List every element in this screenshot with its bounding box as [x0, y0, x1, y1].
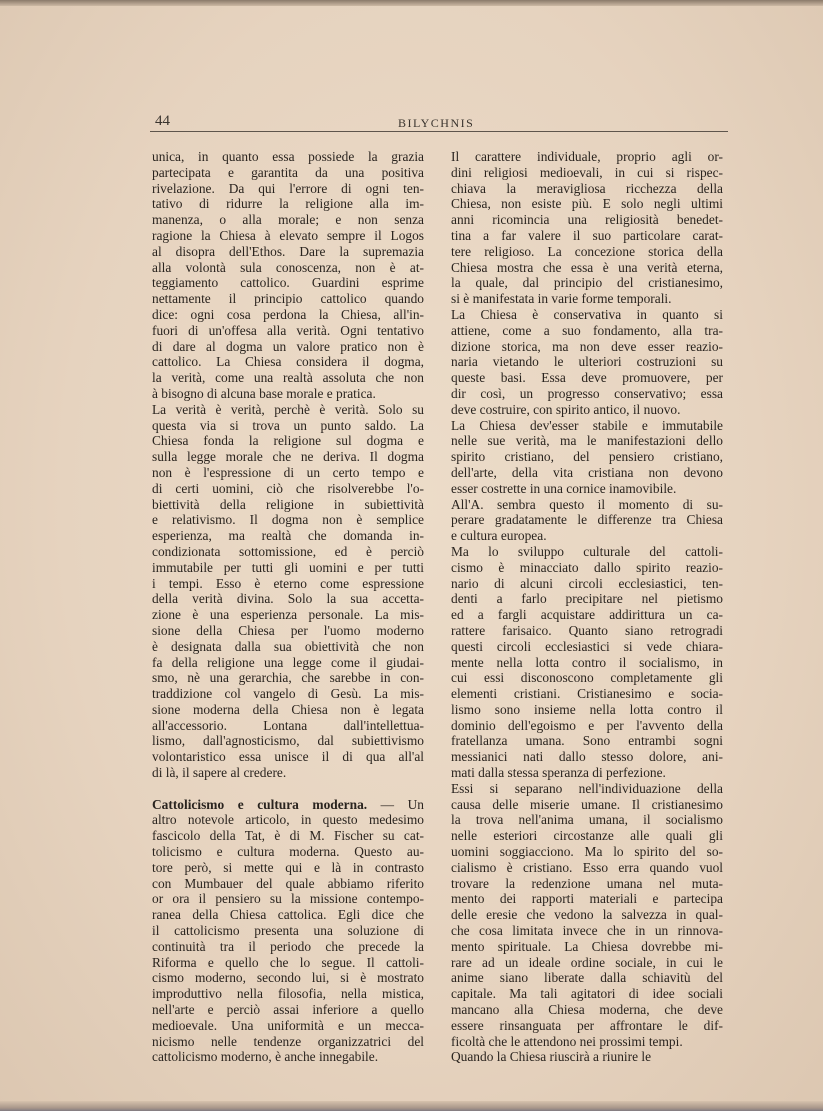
text-line: rare ad un ideale ordine sociale, in cui le	[451, 954, 723, 970]
text-line: à bisogno di alcuna base morale e pratica.	[152, 385, 376, 401]
text-line: anni ricomincia una religiosità benedet-	[451, 212, 723, 228]
text-line: elementi cristiani. Cristianesimo e socia-	[451, 686, 723, 702]
text-line: dell'arte, della vita cristiana non devono	[451, 464, 723, 480]
right-text-column	[451, 149, 723, 1065]
section-heading: Cattolicismo e cultura moderna.	[152, 796, 368, 812]
text-line: delle eresie che vedono la salvezza in qual-	[451, 907, 723, 923]
text-line: cismo è minacciato dallo spirito reazio-	[451, 559, 723, 575]
text-line: uomini soggiacciono. Ma lo spirito del so-	[451, 844, 723, 860]
text-line: questa via si trova un punto saldo. La	[152, 417, 424, 433]
text-line: ragione la Chiesa à elevato sempre il Logos	[152, 227, 424, 243]
text-line: messianici nati dallo stesso dolore, ani-	[451, 749, 723, 765]
text-line: traddizione col vangelo di Gesù. La mis-	[152, 686, 424, 702]
text-line: tore però, si mette qui e là in contrasto	[152, 859, 424, 875]
text-line: esser costrette in una cornice inamovibile.	[451, 480, 677, 496]
text-line: il cattolicismo presenta una soluzione di	[152, 923, 424, 939]
text-line: trovare la redenzione umana nel muta-	[451, 875, 723, 891]
text-line: partecipata e garantita da una positiva	[152, 164, 424, 180]
text-line: tina a far valere il suo particolare carat-	[451, 227, 723, 243]
text-line: ed a fargli acquistare addirittura un ca-	[451, 607, 723, 623]
text-line: alla volontà sula conoscenza, non è at-	[152, 259, 424, 275]
text-line: denti a farlo precipitare nel pietismo	[451, 591, 723, 607]
text-line: spirito cristiano, del pensiero cristiano,	[451, 449, 723, 465]
text-line: esperienza, ma realtà che domanda in-	[152, 528, 424, 544]
text-line: di certi uomini, ciò che risolverebbe l'o-	[152, 480, 424, 496]
text-line: mati dalla stessa speranza di perfezione.	[451, 765, 666, 781]
text-line: mancano alla Chiesa moderna, che deve	[451, 1002, 723, 1018]
text-line: tere religioso. La concezione storica della	[451, 243, 723, 259]
text-line: nicismo nelle tendenze organizzatrici del	[152, 1033, 424, 1049]
text-line: cialismo è cristiano. Esso erra quando vuol	[451, 859, 723, 875]
text-line: Chiesa fonda la religione sul dogma e	[152, 433, 424, 449]
text-line: e relativismo. Il dogma non è semplice	[152, 512, 424, 528]
text-line: la verità, come una realtà assoluta che non	[152, 370, 424, 386]
text-line: all'accessorio. Lontana dall'intellettua-	[152, 717, 424, 733]
text-line: nelle esteriori circostanze alle quali gli	[451, 828, 723, 844]
text-line: i tempi. Esso è eterno come espressione	[152, 575, 424, 591]
text-line: al disopra dell'Ethos. Dare la supremazia	[152, 243, 424, 259]
text-line: La Chiesa è conservativa in quanto si	[451, 306, 723, 322]
text-line: dice: ogni cosa perdona la Chiesa, all'in-	[152, 306, 424, 322]
text-line: si è manifestata in varie forme temporali.	[451, 291, 672, 307]
text-line: Ma lo sviluppo culturale del cattoli-	[451, 543, 723, 559]
text-line: sione moderna della Chiesa non è legata	[152, 701, 424, 717]
text-line: con Mumbauer del quale abbiamo riferito	[152, 875, 424, 891]
text-line: Chiesa, non esiste più. E solo negli ultimi	[451, 196, 723, 212]
text-line: anime siano liberate dalla schiavitù del	[451, 970, 723, 986]
text-line: essere rinsanguata per affrontare le dif-	[451, 1017, 723, 1033]
text-line: nettamente il principio cattolico quando	[152, 291, 424, 307]
text-line: fascicolo della Tat, è di M. Fischer su cat-	[152, 828, 424, 844]
text-line: dizione storica, ma non deve esser reazio-	[451, 338, 723, 354]
text-line: dir così, un progresso conservativo; essa	[451, 385, 723, 401]
text-line: fa della religione una legge come il giudai-	[152, 654, 424, 670]
text-line: improduttivo nella filosofia, nella mistica,	[152, 986, 424, 1002]
text-line: rattere farisaico. Quanto siano retrogradi	[451, 622, 723, 638]
text-line: rivelazione. Da qui l'errore di ogni ten-	[152, 180, 424, 196]
text-line: nell'arte e perciò assai inferiore a quello	[152, 1002, 424, 1018]
text-line: volontaristico essa unisce il di qua all'al	[152, 749, 424, 765]
text-line: Il carattere individuale, proprio agli or-	[451, 149, 723, 164]
text-line: ranea della Chiesa cattolica. Egli dice che	[152, 907, 424, 923]
text-line: lismo, dall'agnosticismo, dal subiettivismo	[152, 733, 424, 749]
text-line: smo, nè una gerarchia, che sarebbe in con-	[152, 670, 424, 686]
text-line: unica, in quanto essa possiede la grazia	[152, 149, 424, 164]
text-line: fratellanza umana. Sono entrambi sogni	[451, 733, 723, 749]
text-line: cattolicismo moderno, è anche innegabile.	[152, 1049, 379, 1065]
text-line: questi circoli ecclesiastici si vede chiara-	[451, 638, 723, 654]
page-number: 44	[155, 113, 170, 129]
text-line: dominio dell'egoismo e per l'avvento della	[451, 717, 723, 733]
text-line: All'A. sembra questo il momento di su-	[451, 496, 723, 512]
text-line: biettività della religione in subiettività	[152, 496, 424, 512]
text-line: medioevale. Una uniformità e un mecca-	[152, 1017, 424, 1033]
text-line: continuità tra il periodo che precede la	[152, 938, 424, 954]
text-line: cui essi disconoscono completamente gli	[451, 670, 723, 686]
page-bottom-edge	[0, 1101, 823, 1111]
text-line: or ora il pensiero su la missione contempo-	[152, 891, 424, 907]
left-text-column	[152, 149, 424, 1065]
text-line: immutabile per tutti gli uomini e per tutti	[152, 559, 424, 575]
text-line: dini religiosi medioevali, in cui si rispec-	[451, 164, 723, 180]
text-line: La verità è verità, perchè è verità. Solo su	[152, 401, 424, 417]
text-line: tativo di ridurre la religione alla im-	[152, 196, 424, 212]
text-line: chiava la meravigliosa ricchezza della	[451, 180, 723, 196]
text-line: deve costruire, con spirito antico, il nuovo.	[451, 401, 681, 417]
paragraph-gap	[152, 781, 424, 797]
text-line: queste basi. Essa deve promuovere, per	[451, 370, 723, 386]
text-line: Chiesa mostra che essa è una verità eterna,	[451, 259, 723, 275]
text-line: di dare al dogma un valore pratico non è	[152, 338, 424, 354]
text-line: Riforma e quello che lo segue. Il cattoli-	[152, 954, 424, 970]
text-line: lismo sono insieme nella lotta contro il	[451, 701, 723, 717]
text-line: fuori di un'offesa alla verità. Ogni tentativo	[152, 322, 424, 338]
text-line: tolicismo e cultura moderna. Questo au-	[152, 844, 424, 860]
text-line: mente nella lotta contro il socialismo, in	[451, 654, 723, 670]
text-line: della verità divina. Solo la sua accetta-	[152, 591, 424, 607]
text-line: la quale, dal principio del cristianesimo,	[451, 275, 723, 291]
text-line: che cosa limitata invece che in un rinnova-	[451, 923, 723, 939]
text-line: Essi si separano nell'individuazione della	[451, 780, 723, 796]
text-line: e cultura europea.	[451, 528, 547, 544]
text-line: è designata dalla sua obiettività che non	[152, 638, 424, 654]
text-line: mento spirituale. La Chiesa dovrebbe mi-	[451, 938, 723, 954]
text-line: di là, il sapere al credere.	[152, 765, 287, 781]
text-line: sulla legge morale che ne deriva. Il dogma	[152, 449, 424, 465]
text-line: cismo moderno, secondo lui, si è mostrato	[152, 970, 424, 986]
text-line: non è l'espressione di un certo tempo e	[152, 464, 424, 480]
running-head: BILYCHNIS	[398, 116, 475, 130]
text-line: cattolico. La Chiesa considera il dogma,	[152, 354, 424, 370]
text-line: altro notevole articolo, in questo medesimo	[152, 812, 424, 828]
text-line: perare gradatamente le differenze tra Chiesa	[451, 512, 723, 528]
text-line: condizionata sottomissione, ed è perciò	[152, 543, 424, 559]
text-line: teggiamento cattolico. Guardini esprime	[152, 275, 424, 291]
text-line: manenza, o alla morale; e non senza	[152, 212, 424, 228]
text-line: attiene, come a suo fondamento, alla tra-	[451, 322, 723, 338]
text-line: capitale. Ma tali agitatori di idee sociali	[451, 986, 723, 1002]
text-line: La Chiesa dev'esser stabile e immutabile	[451, 417, 723, 433]
text-line: ficoltà che le attendono nei prossimi tempi.	[451, 1033, 683, 1049]
text-line: nelle sue verità, ma le manifestazioni dello	[451, 433, 723, 449]
text-line: Quando la Chiesa riuscirà a riunire le	[451, 1049, 652, 1065]
header-rule	[150, 131, 728, 132]
text-line: naria vietando le ulteriori costruzioni su	[451, 354, 723, 370]
text-line: la trova nell'anima umana, il socialismo	[451, 812, 723, 828]
page-top-edge	[0, 0, 823, 6]
text-line: nario di alcuni circoli ecclesiastici, ten-	[451, 575, 723, 591]
text-line: causa delle miserie umane. Il cristianesimo	[451, 796, 723, 812]
text-line: zione è una esperienza personale. La mis-	[152, 607, 424, 623]
text-line: mento dei rapporti materiali e partecipa	[451, 891, 723, 907]
text-line: sione della Chiesa per l'uomo moderno	[152, 622, 424, 638]
text-line: Cattolicismo e cultura moderna. — Un	[152, 796, 424, 812]
